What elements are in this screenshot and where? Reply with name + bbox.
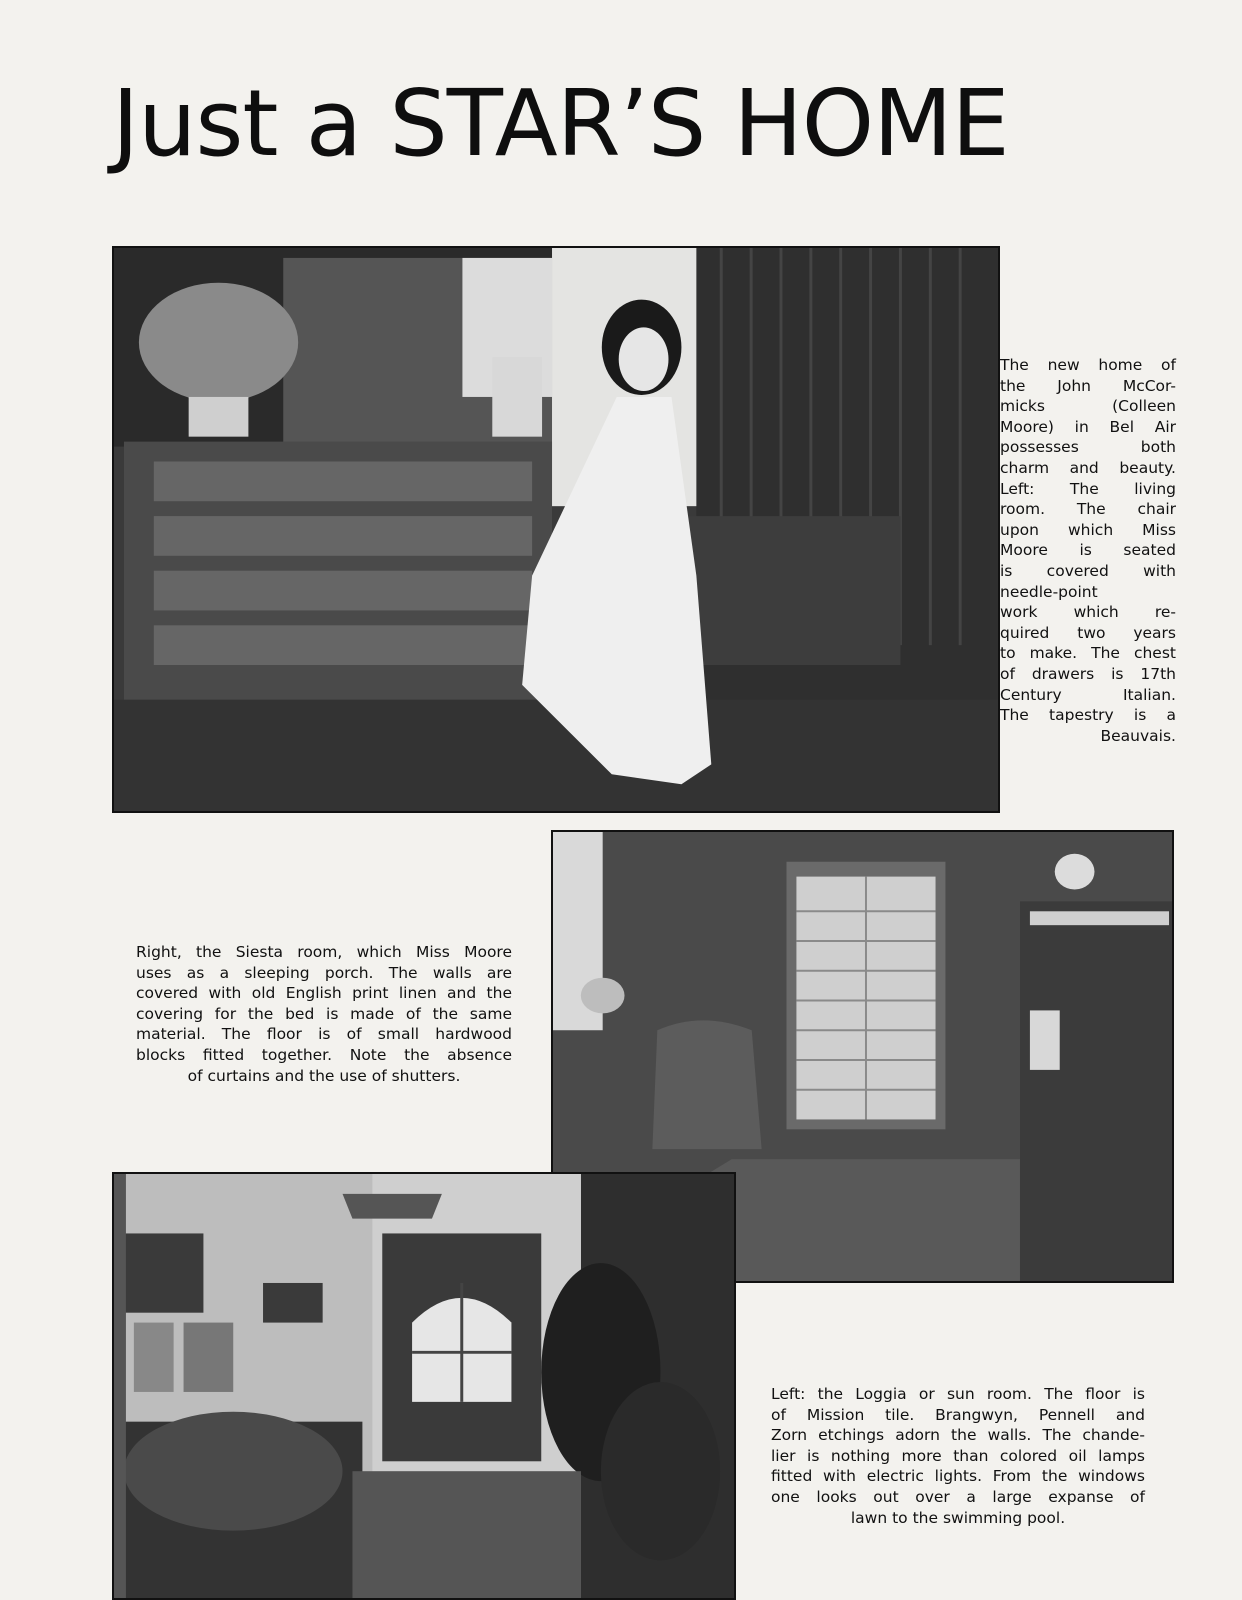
headline-part-1: Just a: [112, 70, 390, 177]
caption-line: Right, the Siesta room, which Miss Moore: [136, 943, 512, 961]
loggia-caption: [771, 1384, 1145, 1528]
caption-line: needle-point: [1000, 582, 1098, 601]
caption-line: The tapestry is a: [1000, 706, 1176, 725]
caption-line: The new home of: [1000, 356, 1176, 374]
caption-line: material. The floor is of small hardwood: [136, 1025, 512, 1044]
caption-line: of drawers is 17th: [1000, 664, 1176, 683]
caption-line: Zorn etchings adorn the walls. The chande-: [771, 1426, 1145, 1445]
caption-line: Moore) in Bel Air: [1000, 417, 1176, 436]
loggia-photo: [112, 1172, 736, 1600]
caption-line: one looks out over a large expanse of: [771, 1487, 1145, 1506]
living-room-photo: [112, 246, 1000, 813]
caption-line: Left: The living: [1000, 479, 1176, 498]
caption-line: the John McCor-: [1000, 376, 1176, 395]
headline-part-2: STAR’S HOME: [389, 70, 1009, 177]
caption-line: to make. The chest: [1000, 644, 1176, 663]
caption-line: work which re-: [1000, 603, 1176, 622]
caption-line: uses as a sleeping porch. The walls are: [136, 963, 512, 982]
caption-line: is covered with: [1000, 561, 1176, 580]
caption-line: lawn to the swimming pool.: [850, 1508, 1066, 1527]
loggia-photo-icon: [114, 1174, 734, 1598]
caption-line: Century Italian.: [1000, 685, 1176, 704]
caption-line: Moore is seated: [1000, 541, 1176, 560]
caption-line: charm and beauty.: [1000, 458, 1176, 477]
caption-line: Left: the Loggia or sun room. The floor is: [771, 1385, 1145, 1403]
caption-line: room. The chair: [1000, 500, 1176, 519]
caption-line: of Mission tile. Brangwyn, Pennell and: [771, 1405, 1145, 1424]
caption-line: covering for the bed is made of the same: [136, 1004, 512, 1023]
caption-line: covered with old English print linen and the: [136, 984, 512, 1003]
caption-line: quired two years: [1000, 623, 1176, 642]
caption-line: blocks fitted together. Note the absence: [136, 1045, 512, 1064]
living-room-caption: [1000, 355, 1176, 746]
caption-line: lier is nothing more than colored oil lamps: [771, 1446, 1145, 1465]
caption-line: upon which Miss: [1000, 520, 1176, 539]
caption-line: micks (Colleen: [1000, 397, 1176, 416]
siesta-room-caption: [136, 942, 512, 1086]
caption-line: of curtains and the use of shutters.: [187, 1066, 461, 1085]
caption-line: Beauvais.: [1100, 726, 1176, 745]
page-headline: [112, 70, 1172, 177]
caption-line: fitted with electric lights. From the windows: [771, 1467, 1145, 1486]
living-room-photo-icon: [114, 248, 998, 811]
caption-line: possesses both: [1000, 438, 1176, 457]
